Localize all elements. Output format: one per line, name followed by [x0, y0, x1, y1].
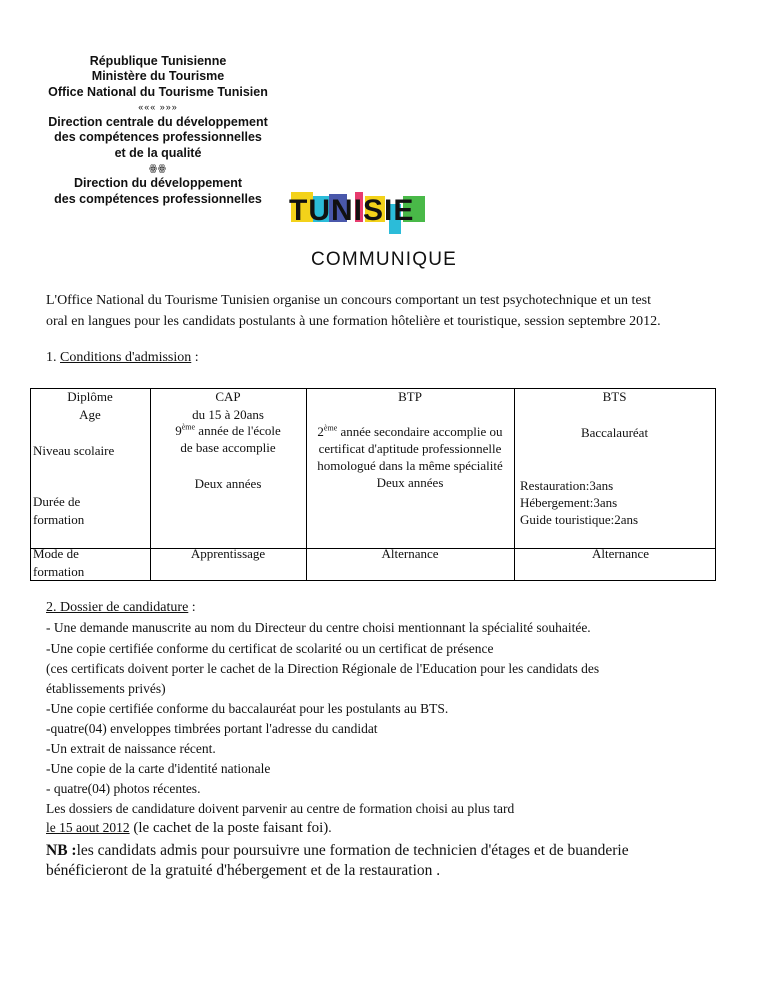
header-line: Direction centrale du développement	[48, 115, 268, 130]
header-line: Ministère du Tourisme	[91, 69, 225, 84]
header-ornament: ꙮꙮ	[149, 163, 167, 174]
dossier-item: - Une demande manuscrite au nom du Directeur du centre choisi mentionnant la spécialité souhaitée.	[46, 620, 591, 635]
deadline-note: (le cachet de la poste faisant foi)	[129, 820, 329, 836]
cell-bts: Guide touristique:2ans	[520, 512, 639, 527]
row-label: Niveau scolaire	[33, 443, 115, 458]
deadline-end: .	[328, 820, 332, 835]
section-number: 1.	[46, 350, 57, 365]
deadline-date: le 15 aout 2012	[46, 820, 130, 835]
logo-text: TUNISIE	[289, 194, 415, 227]
dossier-item: -Une copie certifiée conforme du certificat de scolarité ou un certificat de présence	[46, 641, 494, 656]
cell-cap: Apprentissage	[190, 546, 266, 561]
row-label: Diplôme	[67, 389, 113, 404]
cell-cap: du 15 à 20ans	[192, 407, 264, 422]
row-label: Age	[79, 407, 101, 422]
cell-bts: Restauration:3ans	[520, 478, 614, 493]
cell-btp: Deux années	[376, 475, 444, 490]
header-block	[30, 54, 286, 207]
dossier-item: -Une copie certifiée conforme du baccalauréat pour les postulants au BTS.	[46, 701, 449, 716]
cell-cap: Deux années	[194, 476, 262, 491]
dossier-item: (ces certificats doivent porter le cachet de la Direction Régionale de l'Education pour les candidats des	[46, 661, 600, 676]
cell-bts: Hébergement:3ans	[520, 495, 618, 510]
header-line: République Tunisienne	[89, 54, 227, 68]
admission-table	[30, 388, 716, 581]
section-title: Dossier de candidature	[56, 600, 189, 615]
cell-bts: Alternance	[592, 546, 650, 561]
cell-btp: 2ème année secondaire accomplie ou	[317, 423, 503, 439]
dossier-item: -quatre(04) enveloppes timbrées portant l'adresse du candidat	[46, 721, 378, 736]
page-title: COMMUNIQUE	[310, 249, 458, 270]
row-label: Mode de	[33, 546, 79, 561]
cell-btp: Alternance	[381, 546, 439, 561]
header-line: Office National du Tourisme Tunisien	[48, 84, 268, 99]
section-title: Conditions d'admission	[60, 350, 192, 365]
cell-bts: BTS	[602, 389, 627, 404]
nb-text: les candidats admis pour poursuivre une formation de technicien d'étages et de buanderie	[76, 842, 629, 859]
nb-text: bénéficieront de la gratuité d'hébergement et de la restauration .	[46, 862, 441, 879]
header-line: des compétences professionnelles	[54, 130, 262, 145]
cell-cap: CAP	[215, 389, 241, 404]
dossier-item: établissements privés)	[46, 681, 166, 696]
row-label: Durée de	[33, 494, 81, 509]
section-heading	[46, 600, 196, 616]
cell-btp: homologué dans la même spécialité	[317, 458, 503, 473]
intro-line: L'Office National du Tourisme Tunisien organise un concours comportant un test psychotechnique et un test	[46, 293, 651, 308]
deadline-line	[46, 820, 332, 837]
dossier-item: - quatre(04) photos récentes.	[46, 781, 201, 796]
cell-btp: certificat d'aptitude professionnelle	[318, 441, 502, 456]
section-number: 2.	[46, 600, 57, 615]
dossier-item: Les dossiers de candidature doivent parvenir au centre de formation choisi au plus tard	[46, 801, 515, 816]
dossier-item: -Un extrait de naissance récent.	[46, 741, 216, 756]
nb-note	[46, 842, 629, 860]
header-ornament: ««« »»»	[138, 101, 178, 112]
section-suffix: :	[191, 350, 199, 365]
section-suffix: :	[188, 600, 196, 615]
cell-btp: BTP	[398, 389, 422, 404]
section-heading	[46, 350, 199, 366]
row-label: formation	[33, 564, 85, 579]
header-line: Direction du développement	[73, 176, 243, 191]
nb-label: NB :	[46, 842, 77, 859]
header-line: des compétences professionnelles	[54, 191, 262, 206]
cell-cap: de base accomplie	[180, 440, 276, 455]
dossier-item: -Une copie de la carte d'identité nationale	[46, 761, 271, 776]
tunisie-logo	[285, 186, 445, 236]
cell-bts: Baccalauréat	[580, 425, 649, 440]
row-label: formation	[33, 512, 85, 527]
intro-line: oral en langues pour les candidats postulants à une formation hôtelière et touristique, session septembre 2012.	[46, 314, 661, 329]
header-line: et de la qualité	[114, 145, 202, 160]
cell-cap: 9ème année de l'école	[175, 422, 281, 438]
